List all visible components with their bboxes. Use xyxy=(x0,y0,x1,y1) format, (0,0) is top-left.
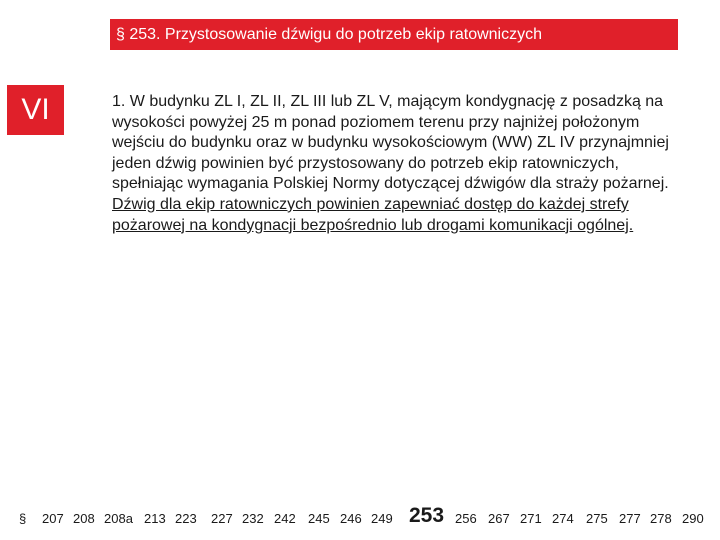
nav-link-232[interactable]: 232 xyxy=(242,511,264,526)
section-navigation xyxy=(0,504,720,534)
paragraph-text: 1. W budynku ZL I, ZL II, ZL III lub ZL V, mającym kondygnację z posadzką na wysokości powyżej 25 m ponad poziomem terenu przy najniżej położonym wejściu do budynku oraz w budynku wysokościowym (WW) ZL IV przynajmniej jeden dźwig powinien być przystosowany do potrzeb ekip ratowniczych, spełniając wymagania Polskiej Normy dotyczącej dźwigów dla straży pożarnej. xyxy=(112,93,669,193)
nav-link-208[interactable]: 208 xyxy=(73,511,95,526)
regulation-paragraph xyxy=(112,92,672,236)
nav-link-278[interactable]: 278 xyxy=(650,511,672,526)
chapter-badge: VI xyxy=(7,85,64,135)
nav-link-256[interactable]: 256 xyxy=(455,511,477,526)
nav-current-253[interactable]: 253 xyxy=(409,504,445,527)
nav-link-227[interactable]: 227 xyxy=(211,511,233,526)
nav-link-271[interactable]: 271 xyxy=(520,511,542,526)
nav-link-223[interactable]: 223 xyxy=(175,511,197,526)
nav-link-267[interactable]: 267 xyxy=(488,511,510,526)
nav-link-242[interactable]: 242 xyxy=(274,511,296,526)
nav-link-275[interactable]: 275 xyxy=(586,511,608,526)
nav-link-274[interactable]: 274 xyxy=(552,511,574,526)
nav-link-213[interactable]: 213 xyxy=(144,511,166,526)
nav-link-245[interactable]: 245 xyxy=(308,511,330,526)
nav-link-208a[interactable]: 208a xyxy=(104,511,133,526)
nav-link-277[interactable]: 277 xyxy=(619,511,641,526)
section-symbol: § xyxy=(19,511,27,526)
nav-link-290[interactable]: 290 xyxy=(682,511,704,526)
page-title: § 253. Przystosowanie dźwigu do potrzeb ekip ratowniczych xyxy=(110,19,678,50)
nav-link-246[interactable]: 246 xyxy=(340,511,362,526)
nav-link-249[interactable]: 249 xyxy=(371,511,393,526)
nav-link-207[interactable]: 207 xyxy=(42,511,64,526)
paragraph-underlined-text: Dźwig dla ekip ratowniczych powinien zapewniać dostęp do każdej strefy pożarowej na kondygnacji bezpośrednio lub drogami komunikacji ogólnej. xyxy=(112,195,634,234)
